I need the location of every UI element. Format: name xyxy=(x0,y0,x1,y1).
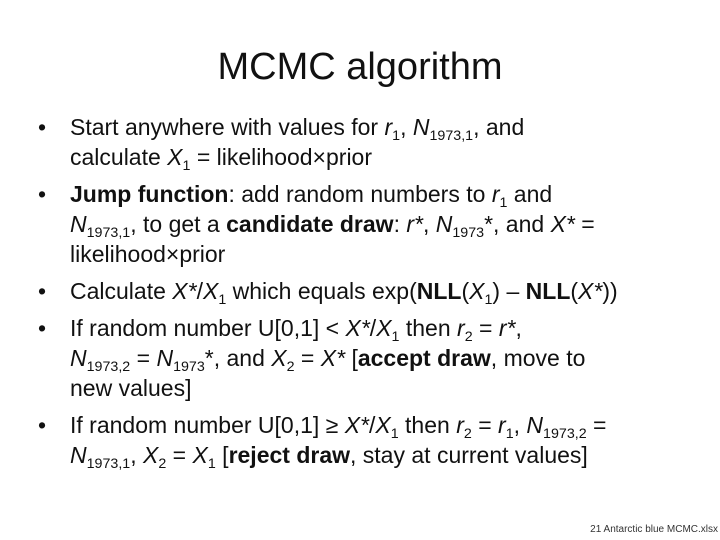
bullet-dot-icon: • xyxy=(38,412,47,438)
bullet-list xyxy=(36,112,706,477)
footer-filename: 21 Antarctic blue MCMC.xlsx xyxy=(590,524,718,535)
bullet-jump-function xyxy=(36,179,706,269)
bullet-accept-line-1: If random number $U[0,1] < X*/X_1$ then $r_2 = r*$, xyxy=(70,315,522,345)
bullet-dot-icon: • xyxy=(38,278,47,304)
bullet-dot-icon: • xyxy=(38,114,47,140)
bullet-jump-line-2: $N_{1973,1}$, to get a candidate draw: r*, $N_{1973}*$, and X* = xyxy=(70,211,595,241)
bullet-dot-icon: • xyxy=(38,315,47,341)
bullet-reject-draw xyxy=(36,410,706,470)
bullet-start-line-1: Start anywhere with values for $r_1$, $N_{1973,1}$, and xyxy=(70,114,525,144)
bullet-start-line-2: calculate $X_1$ = likelihood×prior xyxy=(70,144,373,174)
slide-title: MCMC algorithm xyxy=(217,46,503,88)
bullet-calculate-ratio xyxy=(36,276,706,306)
bullet-start xyxy=(36,112,706,172)
bullet-jump-line-3: likelihood×prior xyxy=(70,241,226,267)
bullet-dot-icon: • xyxy=(38,181,47,207)
bullet-jump-line-1: Jump function: add random numbers to $r_1$ and xyxy=(70,181,553,211)
bullet-calculate-line-1: Calculate $X*/X_1$ which equals $\exp(NLL(X_1) - NLL(X*))$ xyxy=(70,278,618,308)
bullet-accept-draw xyxy=(36,313,706,403)
bullet-reject-line-1: If random number $U[0,1] \ge X*/X_1$ then $r_2 = r_1$, $N_{1973,2}$ = xyxy=(70,412,607,442)
bullet-reject-line-2: $N_{1973,1}$, $X_2 = X_1$ [reject draw, stay at current values] xyxy=(70,442,588,472)
bullet-accept-line-2: $N_{1973,2} = N_{1973}*$, and $X_2 = X*$ [accept draw, move to xyxy=(70,345,586,375)
bullet-accept-line-3: new values] xyxy=(70,375,192,401)
